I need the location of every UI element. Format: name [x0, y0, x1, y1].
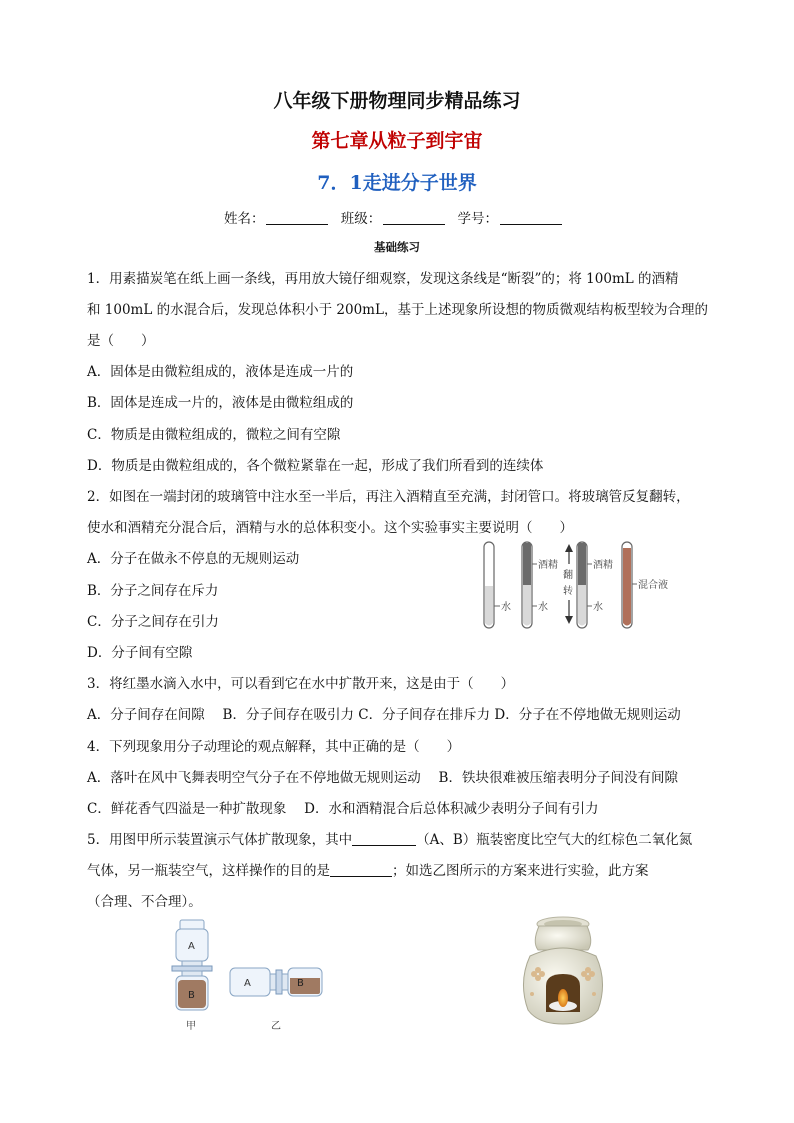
- q2-stem-line2: 使水和酒精充分混合后，酒精与水的总体积变小。这个实验事实主要说明（ ）: [87, 520, 573, 536]
- tube2-water-label: 水: [538, 602, 548, 613]
- q3-stem: 3．将红墨水滴入水中，可以看到它在水中扩散开来，这是由于（ ）: [87, 676, 515, 692]
- id-label: 学号：: [457, 211, 499, 227]
- tube3-water-label: 水: [593, 602, 603, 613]
- lesson-title: 7．1走进分子世界: [317, 172, 477, 194]
- q2-option-c: C．分子之间存在引力: [87, 614, 219, 630]
- tube-alcohol-water: [522, 542, 558, 628]
- q1-option-a: A．固体是由微粒组成的，液体是连成一片的: [87, 364, 354, 380]
- q5-blank-2[interactable]: [330, 863, 392, 877]
- flip-arrow-icon: [563, 544, 575, 624]
- q1-stem-line3: 是（ ）: [87, 333, 155, 349]
- section-heading: 基础练习: [374, 240, 420, 254]
- aroma-lamp-image: [508, 912, 618, 1032]
- tube3-alcohol-label: 酒精: [593, 560, 613, 571]
- svg-text:B: B: [297, 978, 304, 989]
- tube-mixture: [622, 542, 668, 628]
- flip-label: 翻: [563, 570, 573, 581]
- q2-stem-line1: 2．如图在一端封闭的玻璃管中注水至一半后，再注入酒精直至充满，封闭管口。将玻璃管反复翻转，: [87, 489, 690, 505]
- q1-option-d: D．物质是由微粒组成的，各个微粒紧靠在一起，形成了我们所看到的连续体: [87, 458, 544, 474]
- svg-text:转: 转: [563, 586, 573, 597]
- mixture-label: 混合液: [638, 580, 668, 591]
- worksheet-title: 八年级下册物理同步精品练习: [273, 90, 521, 112]
- name-label: 姓名：: [223, 211, 265, 227]
- class-blank[interactable]: [383, 212, 445, 225]
- q2-option-b: B．分子之间存在斥力: [87, 583, 219, 599]
- id-blank[interactable]: [500, 212, 562, 225]
- q5-bottle-figure: [168, 918, 328, 1036]
- q4-options-ab: A．落叶在风中飞舞表明空气分子在不停地做无规则运动 B．铁块很难被压缩表明分子间没有间隙: [87, 770, 678, 786]
- tube-water-half: [484, 542, 511, 628]
- q1-option-b: B．固体是连成一片的，液体是由微粒组成的: [87, 395, 354, 411]
- svg-text:A: A: [244, 978, 251, 989]
- q2-tube-figure: [474, 538, 684, 634]
- class-label: 班级：: [340, 211, 382, 227]
- bottle-a-label: A: [188, 941, 195, 952]
- q5-stem-line2: 气体，另一瓶装空气，这样操作的目的是 ；如选乙图所示的方案来进行实验，此方案: [87, 863, 649, 879]
- q5-blank-1[interactable]: [352, 832, 416, 846]
- bottle-setup-yi: [230, 968, 322, 1032]
- figure-jia-label: 甲: [186, 1021, 196, 1032]
- bottle-b-label: B: [188, 990, 195, 1001]
- q1-stem-line1: 1．用素描炭笔在纸上画一条线，再用放大镜仔细观察，发现这条线是“断裂”的；将 100mL 的酒精: [87, 271, 679, 287]
- q4-options-cd: C．鲜花香气四溢是一种扩散现象 D．水和酒精混合后总体积减少表明分子间有引力: [87, 801, 599, 817]
- q4-stem: 4．下列现象用分子动理论的观点解释，其中正确的是（ ）: [87, 739, 461, 755]
- figure-yi-label: 乙: [271, 1021, 281, 1032]
- q1-stem-line2: 和 100mL 的水混合后，发现总体积小于 200mL，基于上述现象所设想的物质微观结构板型较为合理的: [87, 302, 708, 318]
- bottle-setup-jia: [172, 920, 212, 1032]
- q5-stem-line3: （合理、不合理）。: [87, 894, 202, 910]
- name-blank[interactable]: [266, 212, 328, 225]
- chapter-title: 第七章从粒子到宇宙: [311, 130, 483, 152]
- q3-options: A．分子间存在间隙 B．分子间存在吸引力 C．分子间存在排斥力 D．分子在不停地做无规则运动: [87, 707, 681, 723]
- tube-sealed: [577, 542, 613, 628]
- tube1-water-label: 水: [501, 602, 511, 613]
- student-info: [0, 207, 794, 227]
- q2-option-a: A．分子在做永不停息的无规则运动: [87, 551, 300, 567]
- q1-option-c: C．物质是由微粒组成的，微粒之间有空隙: [87, 427, 341, 443]
- q5-stem-line1: 5．用图甲所示装置演示气体扩散现象，其中 （A、B）瓶装密度比空气大的红棕色二氧化氮: [87, 832, 693, 848]
- tube2-alcohol-label: 酒精: [538, 560, 558, 571]
- q2-option-d: D．分子间有空隙: [87, 645, 193, 661]
